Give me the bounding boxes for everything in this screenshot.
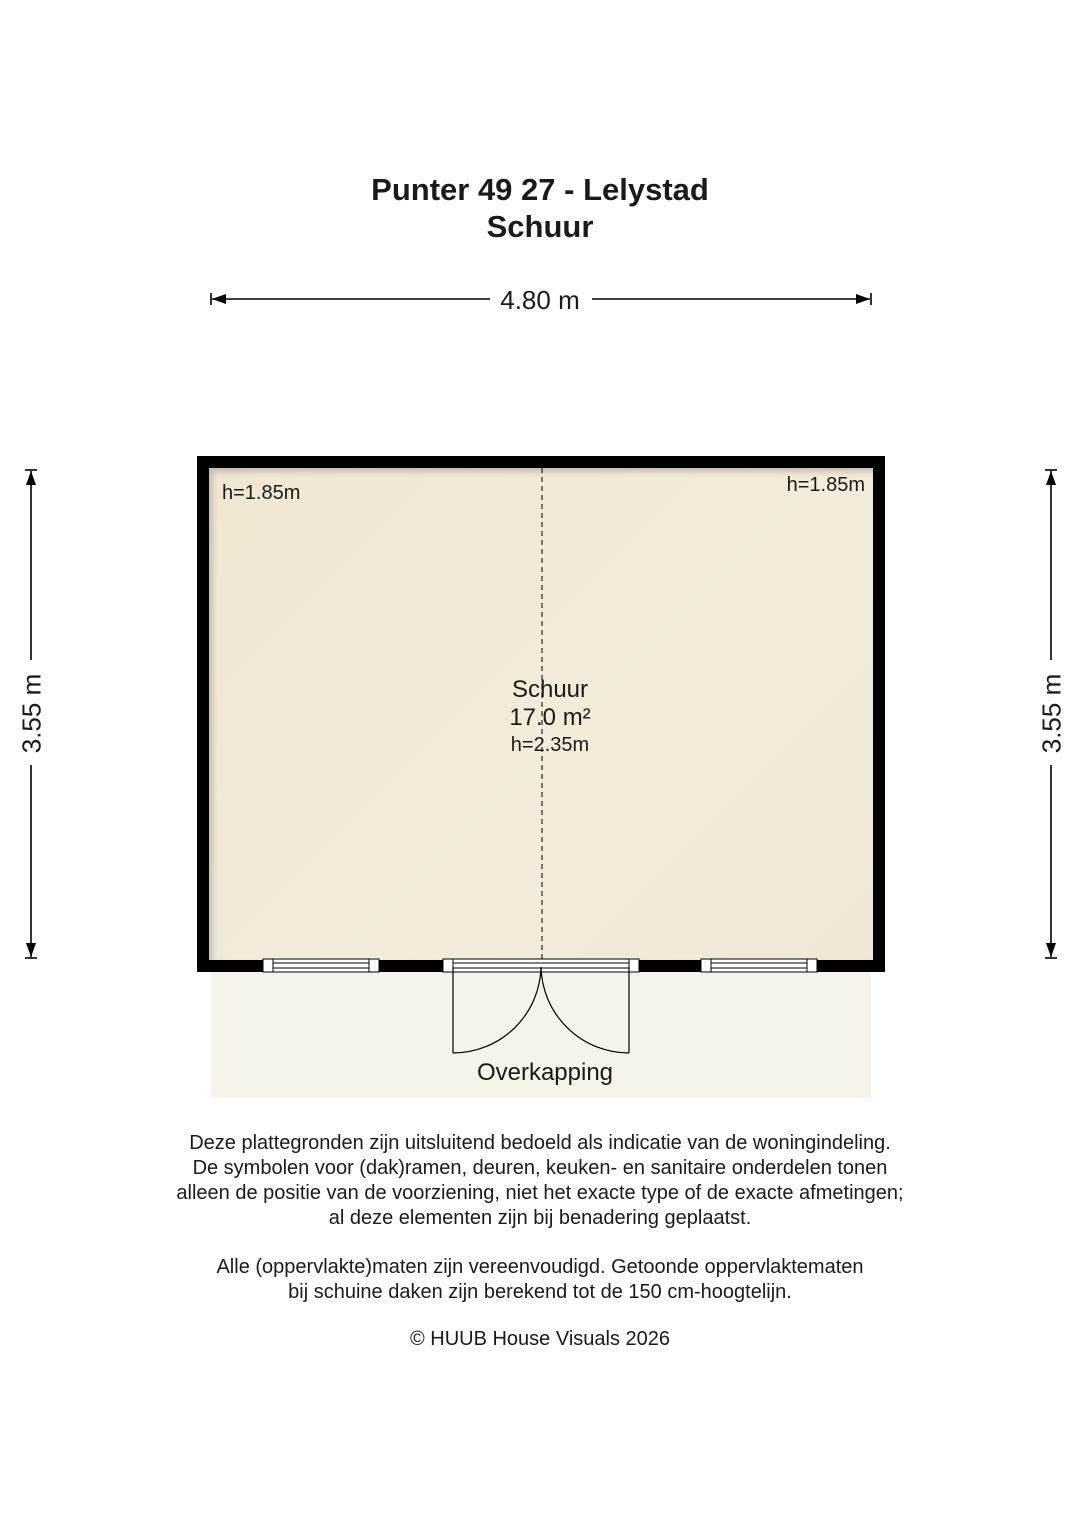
disclaimer-line: Alle (oppervlakte)maten zijn vereenvoudigd. Getoonde oppervlaktematen [216, 1256, 864, 1278]
plan-title: Punter 49 27 - Lelystad [371, 172, 709, 207]
plan-subtitle: Schuur [486, 209, 594, 244]
left-window [263, 959, 379, 972]
right-window [701, 959, 817, 972]
left-height-dimension-label: 3.55 m [16, 673, 47, 754]
slope-height-right: h=1.85m [786, 474, 865, 496]
width-dimension-label: 4.80 m [500, 285, 580, 315]
porch-label: Overkapping [476, 1059, 614, 1086]
disclaimer-line: De symbolen voor (dak)ramen, deuren, keuken- en sanitaire onderdelen tonen [192, 1157, 888, 1179]
disclaimer-line: bij schuine daken zijn berekend tot de 150 cm-hoogtelijn. [288, 1281, 792, 1303]
room-name: Schuur [511, 676, 589, 703]
room-area: 17.0 m² [509, 704, 591, 731]
bottom-wall-openings [197, 955, 885, 1065]
right-height-dimension-label: 3.55 m [1036, 673, 1067, 754]
double-door [443, 959, 639, 1053]
room-ceiling-height: h=2.35m [510, 734, 590, 756]
copyright: © HUUB House Visuals 2026 [409, 1328, 671, 1350]
disclaimer-line: alleen de positie van de voorziening, niet het exacte type of de exacte afmetingen; [176, 1182, 904, 1204]
slope-height-left: h=1.85m [222, 482, 301, 504]
disclaimer-line: al deze elementen zijn bij benadering geplaatst. [328, 1207, 752, 1229]
disclaimer-line: Deze plattegronden zijn uitsluitend bedoeld als indicatie van de woningindeling. [189, 1132, 891, 1154]
disclaimer-paragraph-1 [100, 1131, 980, 1231]
disclaimer-paragraph-2 [100, 1255, 980, 1305]
